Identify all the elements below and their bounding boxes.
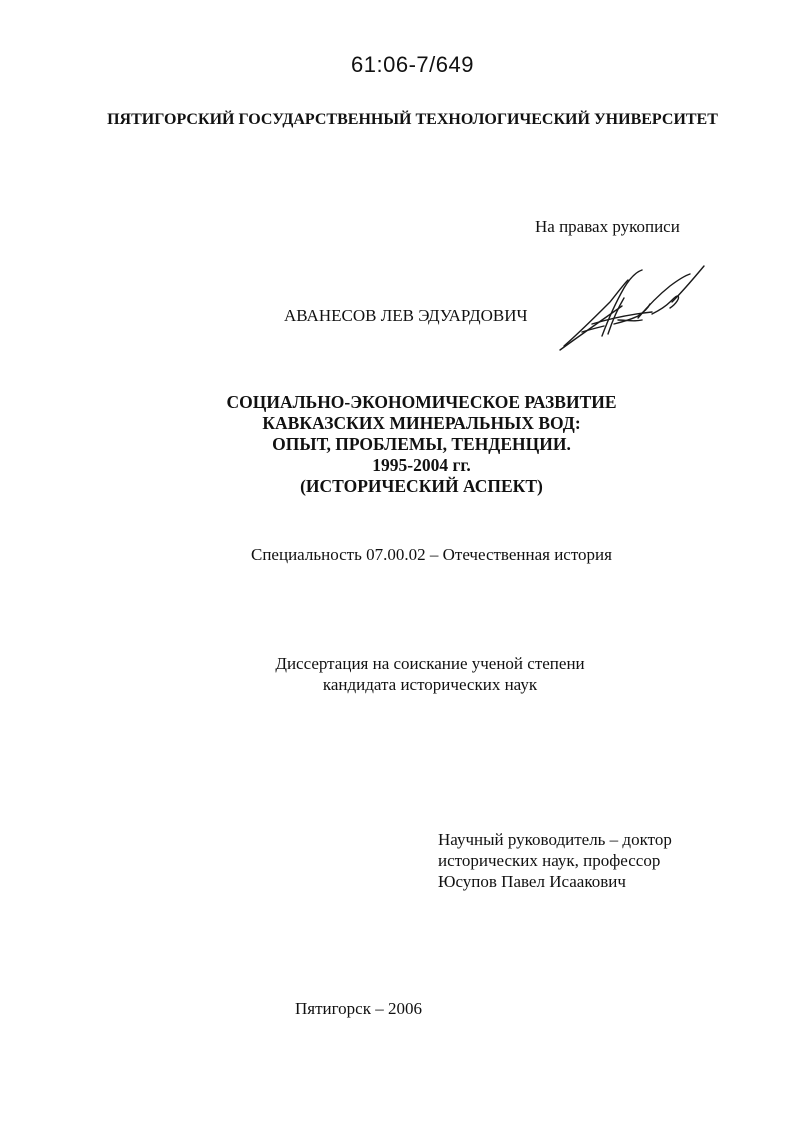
degree-line: кандидата исторических наук [322, 675, 538, 694]
supervisor-name: Юсупов Павел Исаакович [438, 872, 626, 891]
supervisor-line: Научный руководитель – доктор [438, 830, 672, 849]
specialty: Специальность 07.00.02 – Отечественная история [251, 545, 612, 564]
signature-icon [552, 262, 712, 354]
supervisor-block [438, 829, 672, 892]
supervisor-line: исторических наук, профессор [438, 851, 661, 870]
title-line: КАВКАЗСКИХ МИНЕРАЛЬНЫХ ВОД: [262, 413, 581, 433]
degree-line: Диссертация на соискание ученой степени [275, 654, 585, 673]
title-line: (ИСТОРИЧЕСКИЙ АСПЕКТ) [300, 476, 543, 496]
archive-code: 61:06-7/649 [351, 52, 474, 77]
dissertation-title [0, 392, 797, 497]
title-years: 1995-2004 гг. [372, 455, 471, 475]
city-year: Пятигорск – 2006 [295, 999, 422, 1018]
title-line: ОПЫТ, ПРОБЛЕМЫ, ТЕНДЕНЦИИ. [272, 434, 571, 454]
degree-statement [250, 653, 610, 695]
university-name: ПЯТИГОРСКИЙ ГОСУДАРСТВЕННЫЙ ТЕХНОЛОГИЧЕСКИЙ УНИВЕРСИТЕТ [107, 111, 718, 128]
title-line: СОЦИАЛЬНО-ЭКОНОМИЧЕСКОЕ РАЗВИТИЕ [226, 392, 617, 412]
author-name: АВАНЕСОВ ЛЕВ ЭДУАРДОВИЧ [284, 306, 528, 325]
manuscript-rights-note: На правах рукописи [535, 217, 680, 236]
